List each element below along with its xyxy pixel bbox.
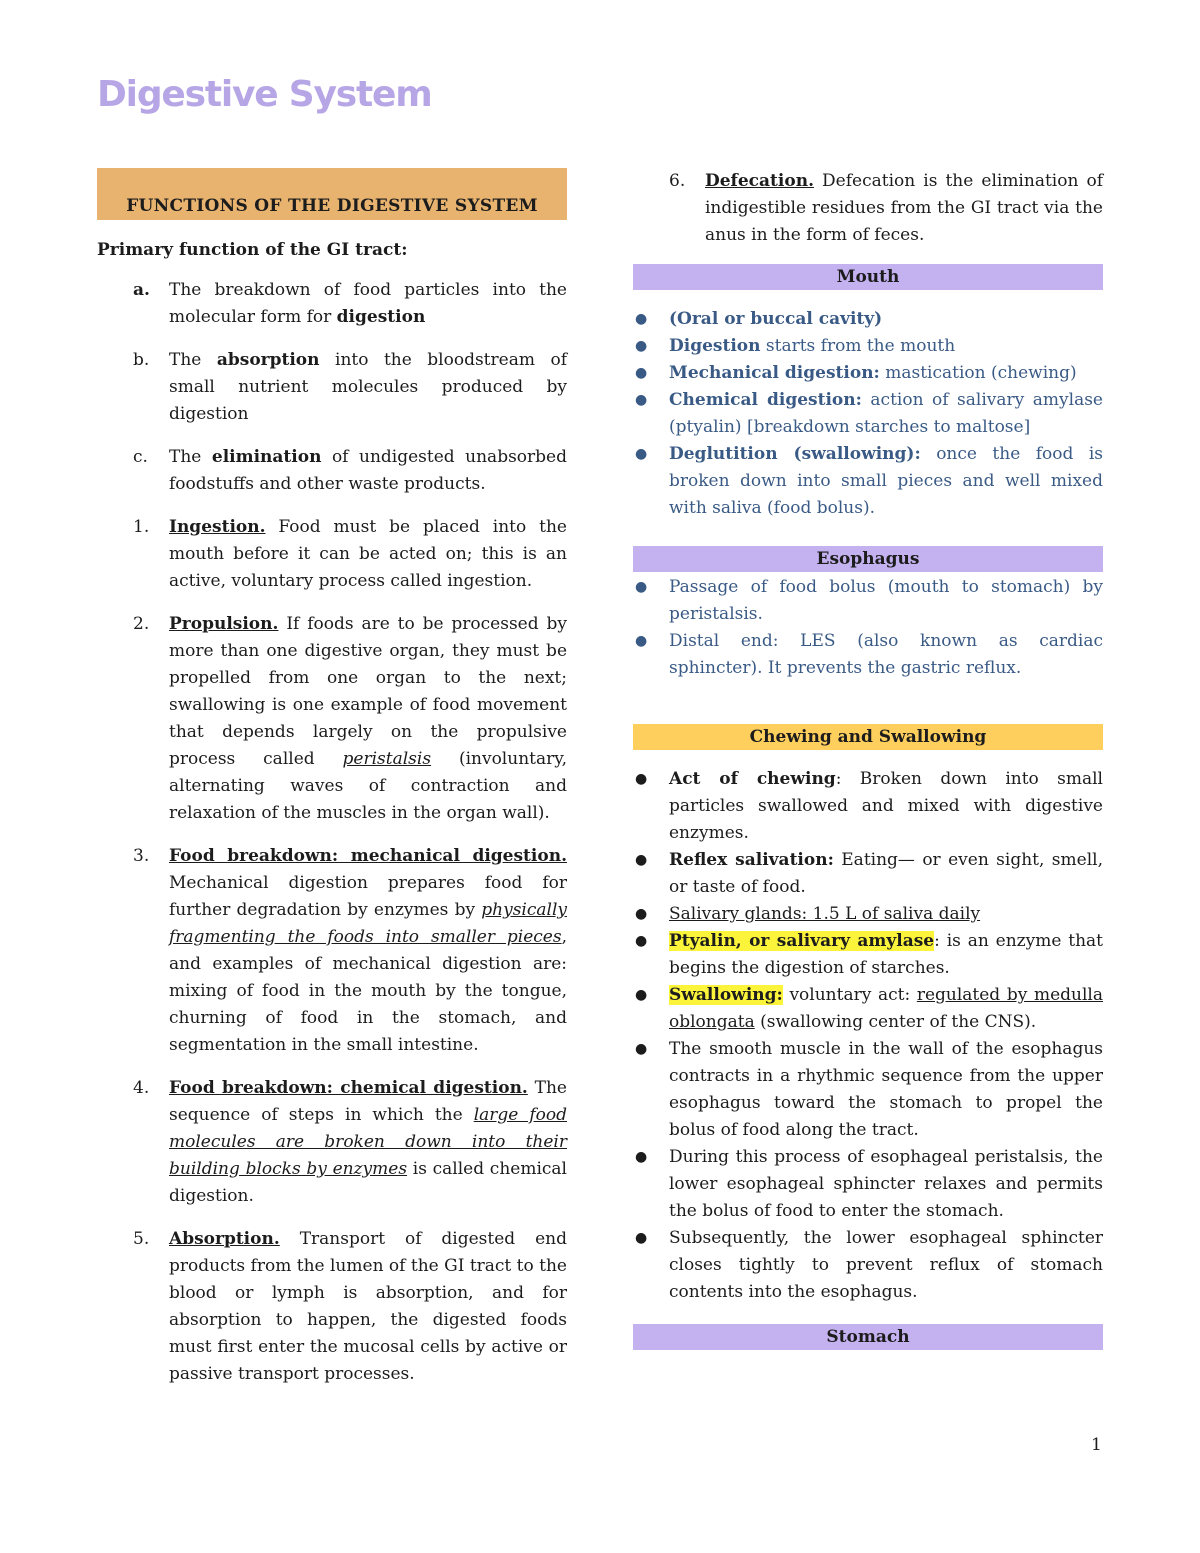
- item-text: Salivary glands: 1.5 L of saliva daily: [669, 904, 981, 924]
- bullet-icon: ●: [635, 933, 648, 949]
- list-item: [633, 928, 1103, 982]
- bullet-icon: ●: [635, 771, 648, 787]
- bullet-icon: ●: [635, 338, 648, 354]
- item-label: Defecation.: [705, 171, 814, 191]
- stomach-header: Stomach: [633, 1324, 1103, 1350]
- item-emphasis: physically fragmenting the foods into smaller pieces: [169, 900, 567, 947]
- numbered-item-2: [97, 611, 567, 827]
- list-item: [633, 574, 1103, 628]
- list-item: [633, 1144, 1103, 1225]
- item-label: Absorption.: [169, 1229, 280, 1249]
- esophagus-list: [633, 574, 1103, 682]
- item-bold-term: (Oral or buccal cavity): [669, 309, 883, 329]
- bullet-icon: ●: [635, 852, 648, 868]
- list-item: [633, 360, 1103, 387]
- item-label: Ingestion.: [169, 517, 266, 537]
- item-text: The smooth muscle in the wall of the esophagus contracts in a rhythmic sequence from the upper esophagus toward the stomach to propel the bolus of food along the tract.: [669, 1039, 1103, 1140]
- list-item: [633, 306, 1103, 333]
- list-marker: 3.: [133, 846, 150, 866]
- mouth-header: Mouth: [633, 264, 1103, 290]
- item-emphasis: peristalsis: [342, 749, 432, 769]
- numbered-item-1: [97, 514, 567, 595]
- section-header: FUNCTIONS OF THE DIGESTIVE SYSTEM: [97, 168, 567, 220]
- item-text: (involuntary, alternating waves of contraction and relaxation of the muscles in the organ wall).: [169, 749, 567, 823]
- item-bold-term: Act of chewing: [669, 769, 836, 789]
- highlighted-term: Swallowing:: [669, 985, 783, 1005]
- item-bold-term: Mechanical digestion:: [669, 363, 880, 383]
- bullet-icon: ●: [635, 365, 648, 381]
- item-text: into the bloodstream of small nutrient molecules produced by digestion: [169, 350, 567, 424]
- list-item: [633, 628, 1103, 682]
- list-marker: c.: [133, 447, 148, 467]
- left-column: [97, 168, 567, 1404]
- item-text: , and examples of mechanical digestion are: mixing of food in the mouth by the tongue, churning of food in the stomach, and segmentation in the small intestine.: [169, 927, 567, 1055]
- item-text: : is an enzyme that begins the digestion of starches.: [669, 931, 1103, 978]
- list-marker: 5.: [133, 1229, 150, 1249]
- item-label: Food breakdown: chemical digestion.: [169, 1078, 528, 1098]
- list-marker: b.: [133, 350, 150, 370]
- item-text: once the food is broken down into small pieces and well mixed with saliva (food bolus).: [669, 444, 1103, 518]
- chewing-list: [633, 766, 1103, 1306]
- item-text: of undigested unabsorbed foodstuffs and other waste products.: [169, 447, 567, 494]
- subheading-primary-function: Primary function of the GI tract:: [97, 240, 408, 260]
- right-column: [633, 168, 1103, 1350]
- mouth-list: [633, 306, 1103, 522]
- item-bold-term: absorption: [216, 350, 320, 370]
- item-text: Passage of food bolus (mouth to stomach) by peristalsis.: [669, 577, 1103, 624]
- bullet-icon: ●: [635, 1041, 648, 1057]
- item-text: (swallowing center of the CNS).: [754, 1012, 1037, 1032]
- item-bold-term: Digestion: [669, 336, 761, 356]
- item-text: Subsequently, the lower esophageal sphincter closes tightly to prevent reflux of stomach contents into the esophagus.: [669, 1228, 1103, 1302]
- numbered-item-5: [97, 1226, 567, 1388]
- item-text: Distal end: LES (also known as cardiac sphincter). It prevents the gastric reflux.: [669, 631, 1103, 678]
- bullet-icon: ●: [635, 1230, 648, 1246]
- item-label: Propulsion.: [169, 614, 279, 634]
- lettered-item-b: [97, 347, 567, 428]
- item-emphasis: large food molecules are broken down into their building blocks by enzymes: [169, 1105, 567, 1179]
- list-marker: 2.: [133, 614, 150, 634]
- item-bold-term: Deglutition (swallowing):: [669, 444, 921, 464]
- list-item: [633, 333, 1103, 360]
- item-text: : Broken down into small particles swallowed and mixed with digestive enzymes.: [669, 769, 1103, 843]
- bullet-icon: ●: [635, 906, 648, 922]
- list-marker: 4.: [133, 1078, 150, 1098]
- list-marker: a.: [133, 280, 150, 300]
- item-text: action of salivary amylase (ptyalin) [breakdown starches to maltose]: [669, 390, 1103, 437]
- bullet-icon: ●: [635, 579, 648, 595]
- bullet-icon: ●: [635, 392, 648, 408]
- list-item: [633, 1036, 1103, 1144]
- item-text: is called chemical digestion.: [169, 1159, 567, 1206]
- chewing-swallowing-header: Chewing and Swallowing: [633, 724, 1103, 750]
- list-item: [633, 441, 1103, 522]
- page-number: 1: [1091, 1435, 1102, 1455]
- highlighted-term: Ptyalin, or salivary amylase: [669, 931, 935, 951]
- item-text: Transport of digested end products from the lumen of the GI tract to the blood or lymph is absorption, and for absorption to happen, the digested foods must first enter the mucosal cells by active or passive transport processes.: [169, 1229, 567, 1384]
- item-text: voluntary act:: [782, 985, 917, 1005]
- lettered-item-c: [97, 444, 567, 498]
- list-marker: 1.: [133, 517, 150, 537]
- item-text: Eating— or even sight, smell, or taste of food.: [669, 850, 1103, 897]
- list-item: [633, 387, 1103, 441]
- numbered-item-6: [633, 168, 1103, 249]
- item-text: The: [169, 350, 217, 370]
- item-text: The breakdown of food particles into the molecular form for: [169, 280, 567, 327]
- item-bold-term: digestion: [336, 307, 426, 327]
- item-bold-term: elimination: [211, 447, 322, 467]
- list-item: [633, 982, 1103, 1036]
- item-text: Defecation is the elimination of indigestible residues from the GI tract via the anus in the form of feces.: [705, 171, 1103, 245]
- item-text: Mechanical digestion prepares food for further degradation by enzymes by: [169, 873, 567, 920]
- bullet-icon: ●: [635, 311, 648, 327]
- item-bold-term: Reflex salivation:: [669, 850, 834, 870]
- list-item: [633, 901, 1103, 928]
- item-text: The sequence of steps in which the: [169, 1078, 567, 1125]
- item-text: The: [169, 447, 212, 467]
- list-item: [633, 1225, 1103, 1306]
- item-underline: regulated by medulla oblongata: [669, 985, 1103, 1032]
- item-label: Food breakdown: mechanical digestion.: [169, 846, 567, 866]
- numbered-item-3: [97, 843, 567, 1059]
- item-text: starts from the mouth: [760, 336, 956, 356]
- item-bold-term: Chemical digestion:: [669, 390, 862, 410]
- esophagus-header: Esophagus: [633, 546, 1103, 572]
- list-marker: 6.: [669, 171, 686, 191]
- item-text: Food must be placed into the mouth before it can be acted on; this is an active, voluntary process called ingestion.: [169, 517, 567, 591]
- list-item: [633, 847, 1103, 901]
- item-text: mastication (chewing): [879, 363, 1077, 383]
- numbered-item-4: [97, 1075, 567, 1210]
- item-text: If foods are to be processed by more than one digestive organ, they must be propelled from one organ to the next; swallowing is one example of food movement that depends largely on the propulsive process called: [169, 614, 567, 769]
- bullet-icon: ●: [635, 987, 648, 1003]
- document-title: Digestive System: [97, 74, 432, 115]
- list-item: [633, 766, 1103, 847]
- item-text: During this process of esophageal peristalsis, the lower esophageal sphincter relaxes and permits the bolus of food to enter the stomach.: [669, 1147, 1103, 1221]
- lettered-item-a: [97, 277, 567, 331]
- bullet-icon: ●: [635, 633, 648, 649]
- bullet-icon: ●: [635, 446, 648, 462]
- bullet-icon: ●: [635, 1149, 648, 1165]
